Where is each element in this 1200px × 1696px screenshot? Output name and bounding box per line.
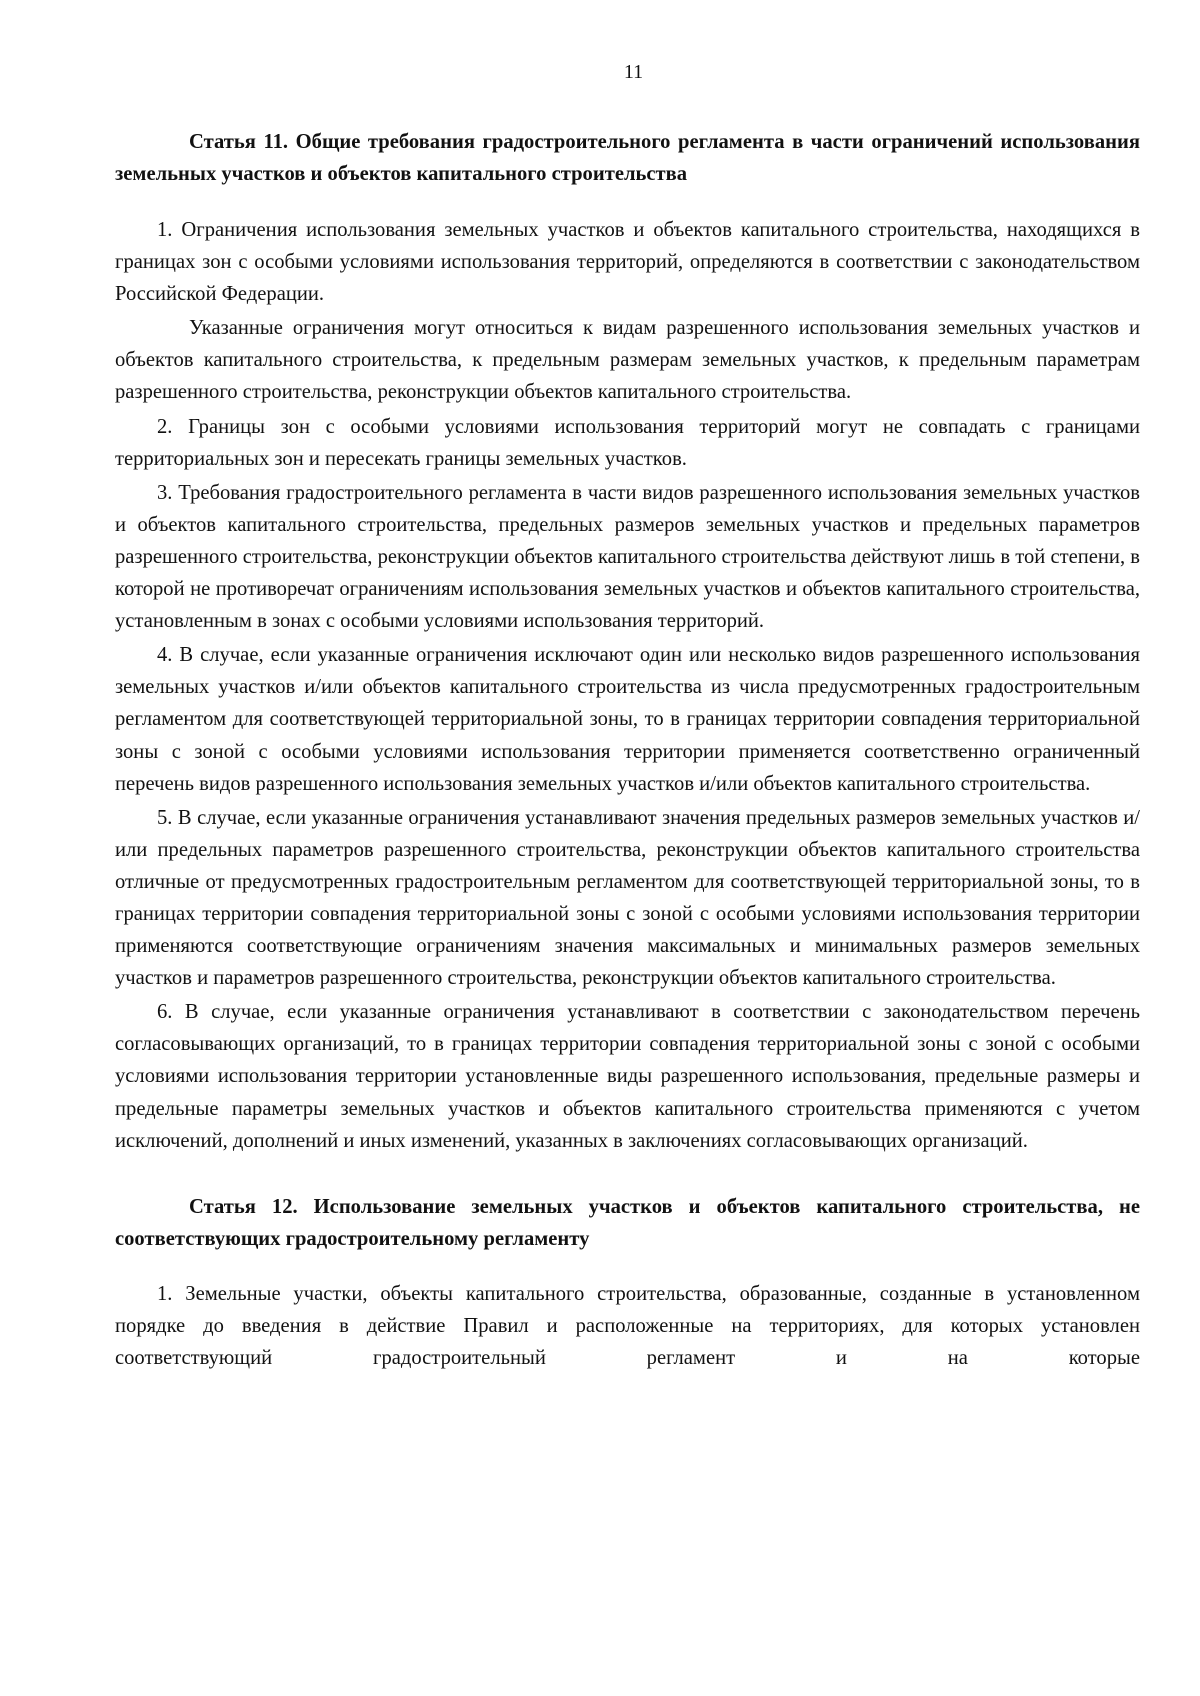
article-11-paragraph-5: 5. В случае, если указанные ограничения устанавливают значения предельных размеров земельных участков и/или предельных параметров разрешенного строительства, реконструкции объектов капитального строительства отличные от предусмотренных градостроительным регламентом для соответствующей территориальной зоны, то в границах территории совпадения территориальной зоны с зоной с особыми условиями использования территории применяются соответствующие ограничениям значения максимальных и минимальных размеров земельных участков и параметров разрешенного строительства, реконструкции объектов капитального строительства. [115,806,1140,990]
article-11-paragraph-1-continued: Указанные ограничения могут относиться к видам разрешенного использования земельных участков и объектов капитального строительства, к предельным размерам земельных участков, к предельным параметрам разрешенного строительства, реконструкции объектов капитального строительства. [115,317,1140,404]
page-number: 11 [623,61,644,83]
article-12-paragraph-1: 1. Земельные участки, объекты капитального строительства, образованные, созданные в установленном порядке до введения в действие Правил и расположенные на территориях, для которых установлен соответствующий градостроительный регламент и на которые [115,1282,1140,1369]
article-11-heading: Статья 11. Общие требования градостроительного регламента в части ограничений использования земельных участков и объектов капитального строительства [115,131,1140,185]
article-11-paragraph-3: 3. Требования градостроительного регламента в части видов разрешенного использования земельных участков и объектов капитального строительства, предельных размеров земельных участков и предельных параметров разрешенного строительства, реконструкции объектов капитального строительства действуют лишь в той степени, в которой не противоречат ограничениям использования земельных участков и объектов капитального строительства, установленным в зонах с особыми условиями использования территорий. [115,481,1140,633]
article-11-paragraph-6: 6. В случае, если указанные ограничения устанавливают в соответствии с законодательством перечень согласовывающих организаций, то в границах территории совпадения территориальной зоны с зоной с особыми условиями использования территории установленные виды разрешенного использования, предельные размеры и предельные параметры земельных участков и объектов капитального строительства применяются с учетом исключений, дополнений и иных изменений, указанных в заключениях согласовывающих организаций. [115,1001,1140,1152]
article-11-paragraph-4: 4. В случае, если указанные ограничения исключают один или несколько видов разрешенного использования земельных участков и/или объектов капитального строительства из числа предусмотренных градостроительным регламентом для соответствующей территориальной зоны, то в границах территории совпадения территориальной зоны с зоной с особыми условиями использования территории применяется соответственно ограниченный перечень видов разрешенного использования земельных участков и/или объектов капитального строительства. [115,644,1140,795]
article-11-paragraph-1: 1. Ограничения использования земельных участков и объектов капитального строительства, находящихся в границах зон с особыми условиями использования территорий, определяются в соответствии с законодательством Российской Федерации. [115,219,1140,306]
article-11-paragraph-2: 2. Границы зон с особыми условиями использования территорий могут не совпадать с границами территориальных зон и пересекать границы земельных участков. [115,415,1140,470]
article-12-heading: Статья 12. Использование земельных участков и объектов капитального строительства, не соответствующих градостроительному регламенту [115,1195,1140,1250]
